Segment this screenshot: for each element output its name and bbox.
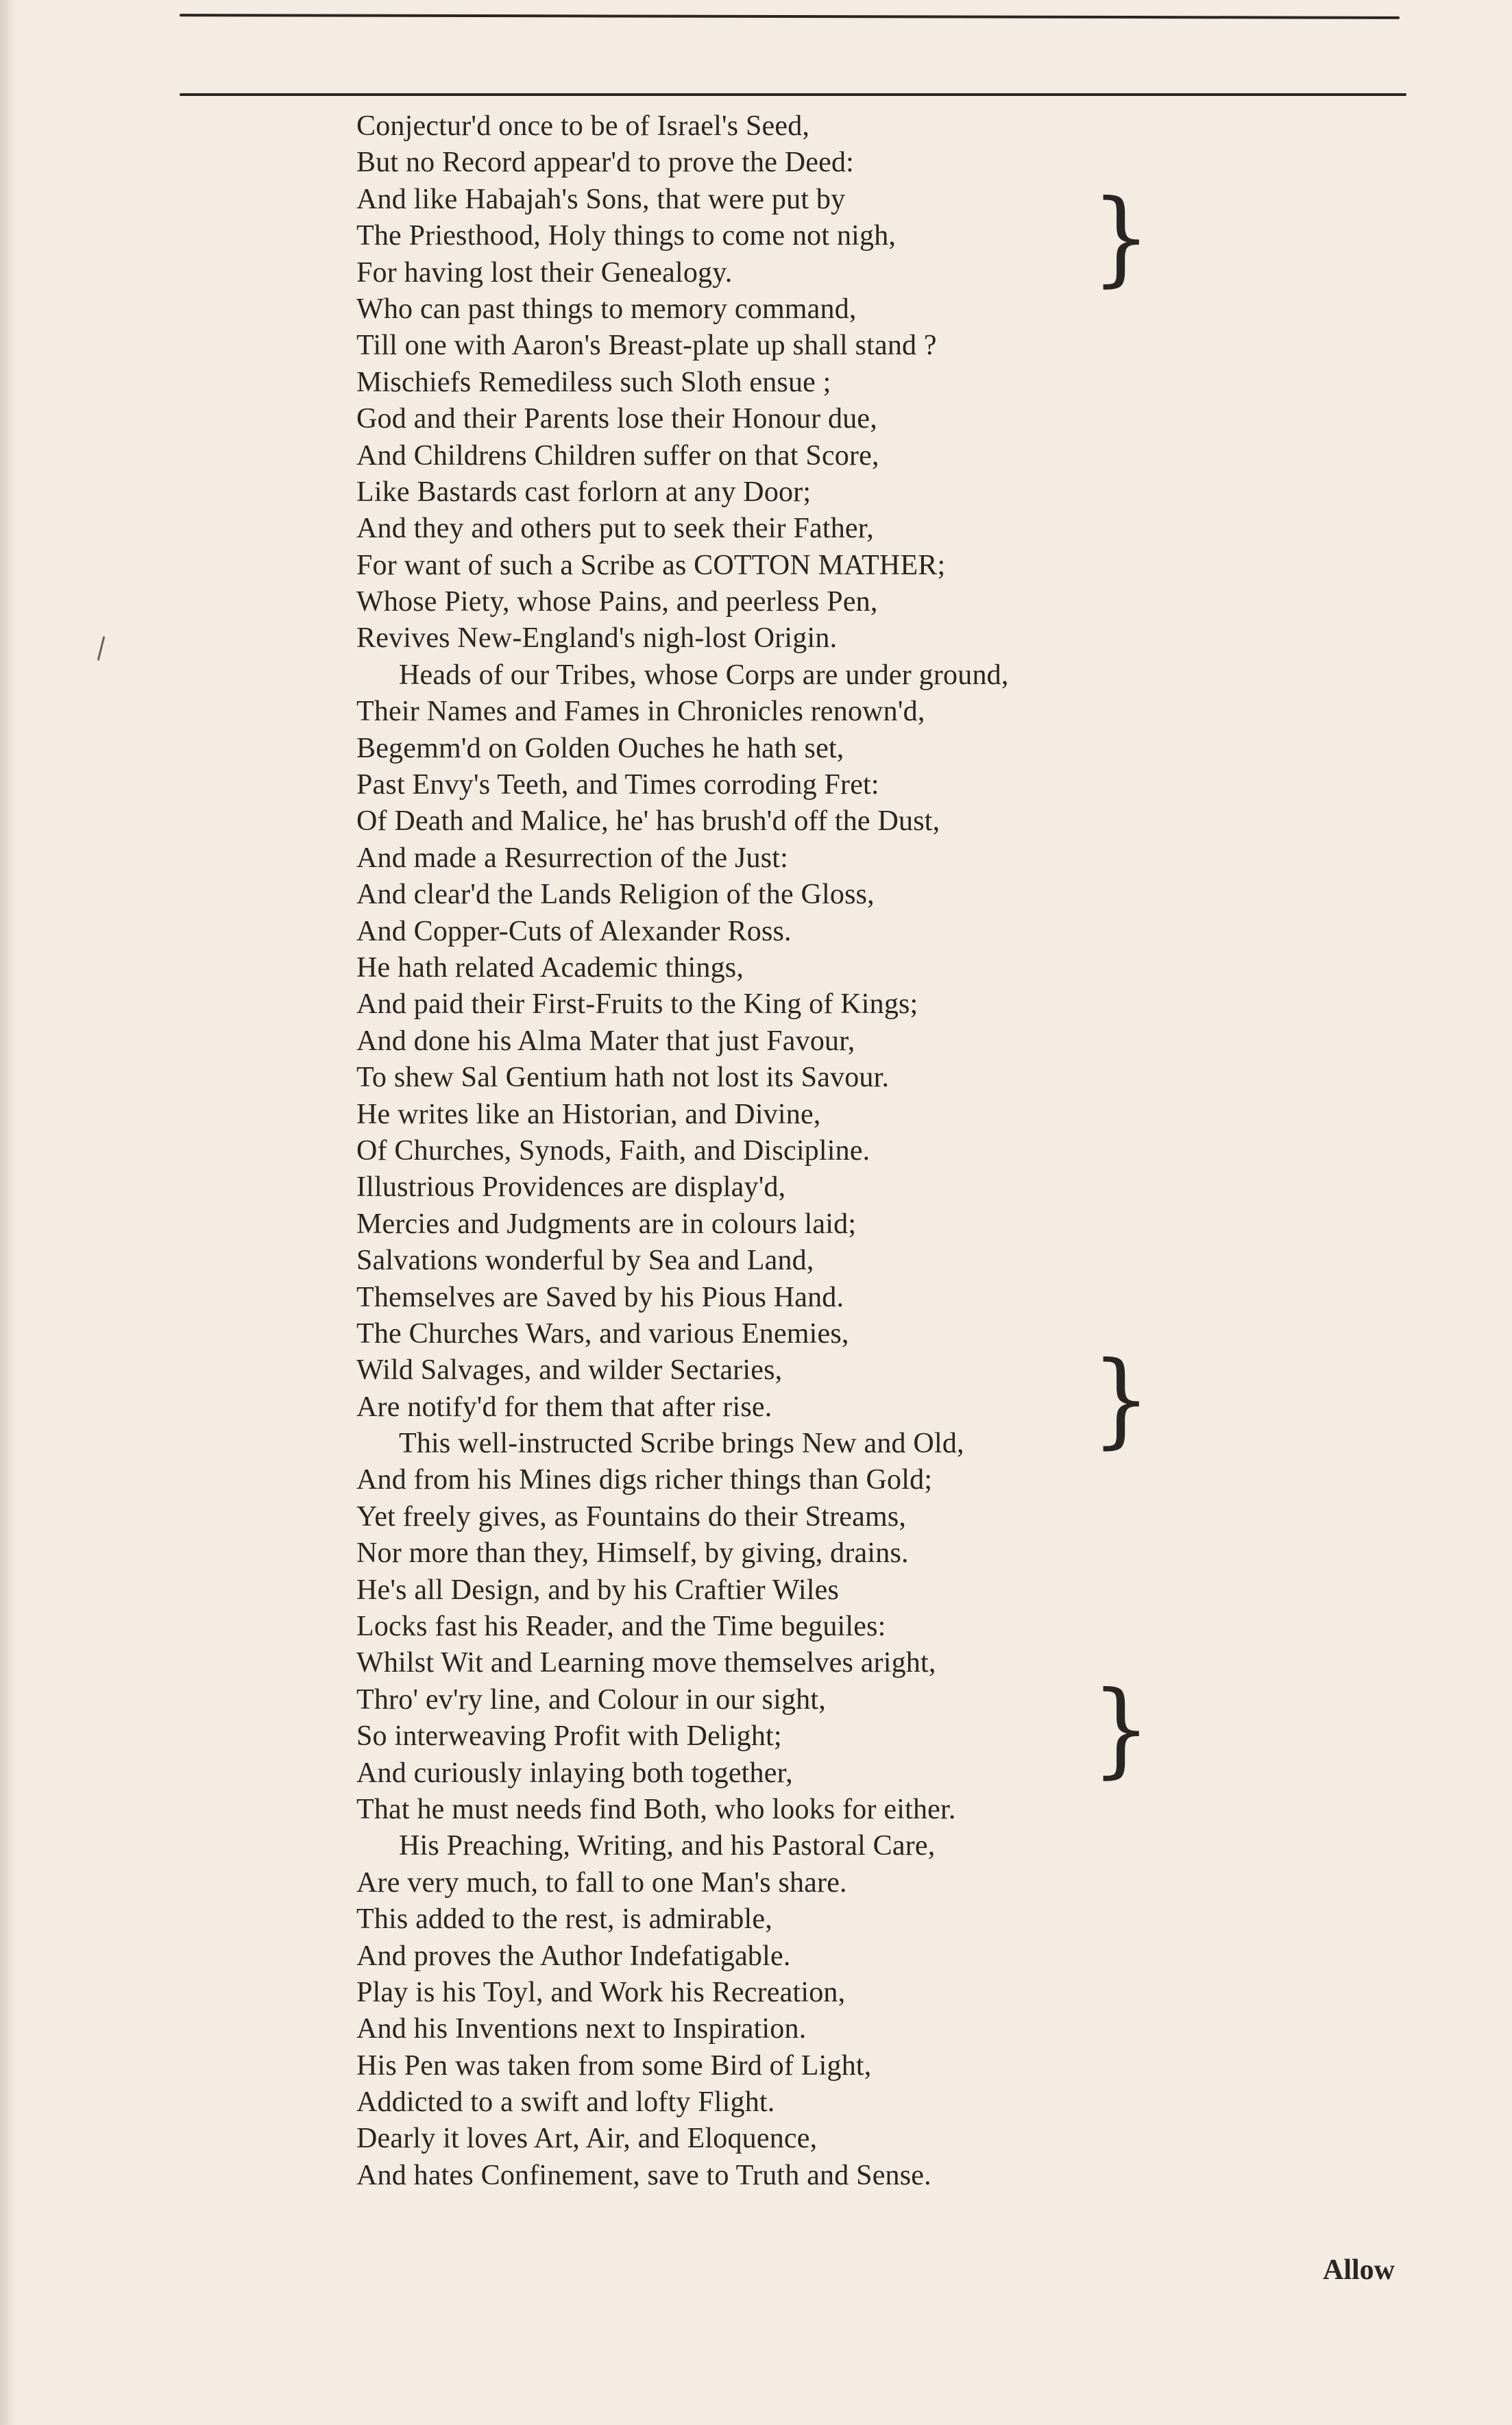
- poem-line: He hath related Academic things,: [356, 951, 744, 984]
- poem-line: Of Churches, Synods, Faith, and Discipline.: [356, 1134, 870, 1167]
- poem-line: Thro' ev'ry line, and Colour in our sight,: [356, 1683, 826, 1716]
- poem-line: Conjectur'd once to be of Israel's Seed,: [356, 110, 810, 142]
- poem-line: And done his Alma Mater that just Favour,: [356, 1025, 855, 1057]
- poem-line: And Childrens Children suffer on that Score,: [356, 439, 879, 472]
- poem-line: Whilst Wit and Learning move themselves aright,: [356, 1647, 936, 1679]
- poem-line: This well-instructed Scribe brings New and Old,: [399, 1428, 964, 1460]
- poem-line: His Preaching, Writing, and his Pastoral Care,: [399, 1830, 936, 1862]
- poem-line: Their Names and Fames in Chronicles renown'd,: [356, 696, 925, 728]
- poem-line: For want of such a Scribe as COTTON MATHER;: [356, 549, 946, 581]
- poem-line: Heads of our Tribes, whose Corps are under ground,: [399, 659, 1009, 691]
- poem-line: Illustrious Providences are display'd,: [356, 1171, 786, 1204]
- poem-line: Are notify'd for them that after rise.: [356, 1391, 772, 1423]
- poem-line: And Copper-Cuts of Alexander Ross.: [356, 915, 792, 947]
- poem-line: That he must needs find Both, who looks for either.: [356, 1793, 956, 1825]
- poem-line: Mischiefs Remediless such Sloth ensue ;: [356, 366, 831, 398]
- poem-line: But no Record appear'd to prove the Deed:: [356, 147, 855, 179]
- poem-line: The Priesthood, Holy things to come not nigh,: [356, 220, 897, 252]
- poem-line: Past Envy's Teeth, and Times corroding Fret:: [356, 769, 879, 801]
- triplet-brace: }: [1091, 1340, 1151, 1459]
- header-rule: [180, 93, 1406, 96]
- poem-line: And paid their First-Fruits to the King of Kings;: [356, 988, 918, 1021]
- poem-line: And curiously inlaying both together,: [356, 1757, 793, 1789]
- poem-line: His Pen was taken from some Bird of Light,: [356, 2049, 872, 2082]
- poem-line: Wild Salvages, and wilder Sectaries,: [356, 1354, 783, 1387]
- page-gutter: [0, 0, 18, 2425]
- poem-line: Yet freely gives, as Fountains do their Streams,: [356, 1500, 907, 1533]
- poem-line: Like Bastards cast forlorn at any Door;: [356, 476, 812, 508]
- poem-line: Themselves are Saved by his Pious Hand.: [356, 1281, 844, 1313]
- poem-line: Who can past things to memory command,: [356, 293, 857, 325]
- poem-line: So interweaving Profit with Delight;: [356, 1720, 782, 1753]
- poem-line: Play is his Toyl, and Work his Recreation,: [356, 1976, 846, 2008]
- poem-line: And like Habajah's Sons, that were put by: [356, 183, 846, 215]
- poem-text: [356, 108, 1234, 2194]
- poem-line: Nor more than they, Himself, by giving, drains.: [356, 1537, 909, 1570]
- poem-line: And his Inventions next to Inspiration.: [356, 2013, 807, 2045]
- poem-line: Whose Piety, whose Pains, and peerless Pen,: [356, 586, 878, 618]
- poem-line: And clear'd the Lands Religion of the Gloss,: [356, 879, 875, 911]
- poem-line: Locks fast his Reader, and the Time beguiles:: [356, 1611, 886, 1643]
- top-rule: [180, 14, 1400, 19]
- catchword: Allow: [1323, 2254, 1395, 2286]
- poem-line: Of Death and Malice, he' has brush'd off the Dust,: [356, 805, 940, 838]
- poem-line: And proves the Author Indefatigable.: [356, 1940, 791, 1972]
- stray-ink-mark: [97, 636, 106, 661]
- triplet-brace: }: [1091, 178, 1151, 297]
- poem-line: And hates Confinement, save to Truth and Sense.: [356, 2159, 931, 2191]
- triplet-brace: }: [1091, 1670, 1151, 1789]
- poem-line: Mercies and Judgments are in colours laid;: [356, 1208, 857, 1240]
- poem-line: He writes like an Historian, and Divine,: [356, 1098, 821, 1130]
- poem-line: To shew Sal Gentium hath not lost its Savour.: [356, 1062, 890, 1094]
- poem-line: Addicted to a swift and lofty Flight.: [356, 2086, 775, 2119]
- poem-line: The Churches Wars, and various Enemies,: [356, 1317, 849, 1350]
- poem-line: Salvations wonderful by Sea and Land,: [356, 1245, 814, 1277]
- poem-line: Dearly it loves Art, Air, and Eloquence,: [356, 2123, 818, 2155]
- poem-line: Revives New-England's nigh-lost Origin.: [356, 622, 838, 655]
- poem-line: Are very much, to fall to one Man's share.: [356, 1866, 847, 1899]
- poem-line: He's all Design, and by his Craftier Wiles: [356, 1574, 840, 1606]
- poem-line: For having lost their Genealogy.: [356, 256, 733, 289]
- poem-line: Till one with Aaron's Breast-plate up shall stand ?: [356, 330, 937, 362]
- poem-line: And made a Resurrection of the Just:: [356, 842, 789, 874]
- poem-line: God and their Parents lose their Honour due,: [356, 403, 877, 435]
- poem-line: Begemm'd on Golden Ouches he hath set,: [356, 732, 844, 764]
- poem-line: And from his Mines digs richer things than Gold;: [356, 1464, 933, 1496]
- poem-line: And they and others put to seek their Father,: [356, 513, 874, 545]
- poem-line: This added to the rest, is admirable,: [356, 1903, 772, 1936]
